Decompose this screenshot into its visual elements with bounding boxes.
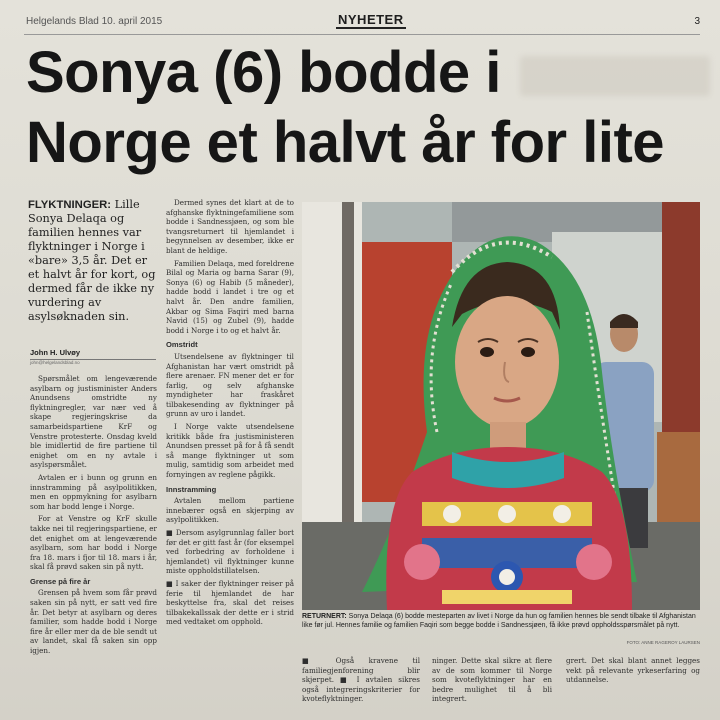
subheading: Innstramming — [166, 484, 217, 494]
bullet-paragraph: ■ Dersom asylgrunnlag faller bort før det er gitt fast år (for eksempel ved forbedring av forholdene i hjemlandet) vil flyktninger kunne miste oppholdstillatelsen. — [166, 528, 294, 576]
lead-text: Lille Sonya Delaqa og familien hennes var flyktninger i Norge i «bare» 3,5 år. Det er et halvt år for kort, og dermed får de ikke ny vurdering av asylsøknaden sin. — [28, 198, 156, 323]
headline-line-1: Sonya (6) bodde i — [26, 40, 501, 105]
article-column-1 — [30, 374, 157, 710]
headline — [26, 38, 706, 178]
body-paragraph: Dermed synes det klart at de to afghanske flyktningefamiliene som bodde i Sandnessjøen, og som ble tvangsreturnert til hjemlandet i begynnelsen av desember, ikke er blant de heldige. — [166, 198, 294, 255]
byline-email: john@helgelandsblad.no — [30, 360, 80, 365]
article-column-2 — [166, 198, 294, 710]
bottom-column-1 — [302, 656, 420, 716]
body-paragraph: Familien Delaqa, med foreldrene Bilal og Maria og barna Sarar (9), Sonya (6) og Habib (5 måneder), hadde bodd i landet i tre og et halvt år. Den andre familien, Akbar og Sima Faqiri med barna Navid (15) og Zubel (9), hadde bodd i Norge i to og et halvt år. — [166, 258, 294, 335]
subheading: Grense på fire år — [30, 576, 91, 586]
body-paragraph: Grensen på hvem som får prøvd saken sin på nytt, er satt ved fire år. Det betyr at asylbarn og deres familier, som hadde bodd i Norge fire år eller mer da de ble sendt ut av landet, skal få saken sin opp igjen. — [30, 588, 157, 656]
body-paragraph: Utsendelsene av flyktninger til Afghanistan har vært omstridt på flere arenaer. FN mener det er for farlig, og selv afghanske myndigheter har fraskåret tilbakesending av flyktninger på grunn av uro i landet. — [166, 351, 294, 419]
body-paragraph: For at Venstre og KrF skulle takke nei til regjeringspartiene, er det enighet om at lengeværende asylbarn, som har bodd i Norge fra 18. mars i fjor til 18. mars i år, skal få prøvd saken sin på nytt. — [30, 514, 157, 572]
photo-illustration — [302, 202, 700, 610]
subheading: Omstridt — [166, 340, 198, 350]
body-paragraph: Avtalen er i bunn og grunn en innstramming på asylpolitikken, men en oppmykning for asylbarn som har bodd lenge i Norge. — [30, 472, 157, 511]
page-number: 3 — [694, 16, 700, 27]
bottom-column-2 — [432, 656, 552, 716]
body-paragraph: Spørsmålet om lengeværende asylbarn og justisminister Anders Anundsens omstridte ny flyktningregler, var nær ved å skape regjeringskrise da samarbeidspartiene KrF og Venstre protesterte. Onsdag kveld ble imidlertid de fire partiene til enighet om en ny avtale i asylspørsmålet. — [30, 374, 157, 470]
section-label: NYHETER — [338, 12, 404, 27]
headline-line-2: Norge et halvt år for lite — [26, 110, 665, 175]
paper-date: Helgelands Blad 10. april 2015 — [26, 16, 163, 27]
body-paragraph: Avtalen mellom partiene innebærer også en skjerping av asylpolitikken. — [166, 496, 294, 525]
lead-kicker: FLYKTNINGER: — [28, 199, 112, 211]
bottom-column-3 — [566, 656, 700, 716]
body-paragraph: I Norge vakte utsendelsene kritikk både fra justisministeren Anundsen presset på for å få sendt så mange flyktninger ut som mulig, samtidig som arbeidet med fornyingen av reglene pågikk. — [166, 422, 294, 480]
caption-kicker: RETURNERT: — [302, 613, 347, 620]
article-photo — [302, 202, 700, 610]
caption-text: Sonya Delaqa (6) bodde mesteparten av livet i Norge da hun og familien hennes ble sendt tilbake til Afghanistan like før jul. Hennes familie og familien Faqiri som begge bodde i Sandnessjøen, få ikke prøvd oppholdsspørsmålet på nytt. — [302, 613, 696, 629]
body-paragraph: grert. Det skal blant annet legges vekt på relevante yrkeserfaring og utdannelse. — [566, 656, 700, 685]
lead-paragraph — [28, 198, 158, 324]
byline-name: John H. Ulvøy — [30, 348, 156, 360]
photo-credit: FOTO: ANNE RAGEROY LAURSEN — [626, 640, 700, 645]
body-paragraph: ninger. Dette skal sikre at flere av de som kommer til Norge som kvoteflyktninger har en bedre mulighet til å bli integrert. — [432, 656, 552, 704]
masthead — [26, 12, 706, 32]
masthead-divider — [24, 34, 700, 35]
bullet-paragraph: ■ I saker der flyktninger reiser på ferie til hjemlandet de har beskyttelse fra, skal det reises tilbakekallssak der dette er i strid med vedtaket om opphold. — [166, 578, 294, 627]
photo-caption — [302, 612, 700, 630]
body-paragraph: ■ Også kravene til familiegjenforening blir skjerpet. ■ I avtalen sikres også integreringskriterier for kvoteflyktninger. — [302, 656, 420, 704]
